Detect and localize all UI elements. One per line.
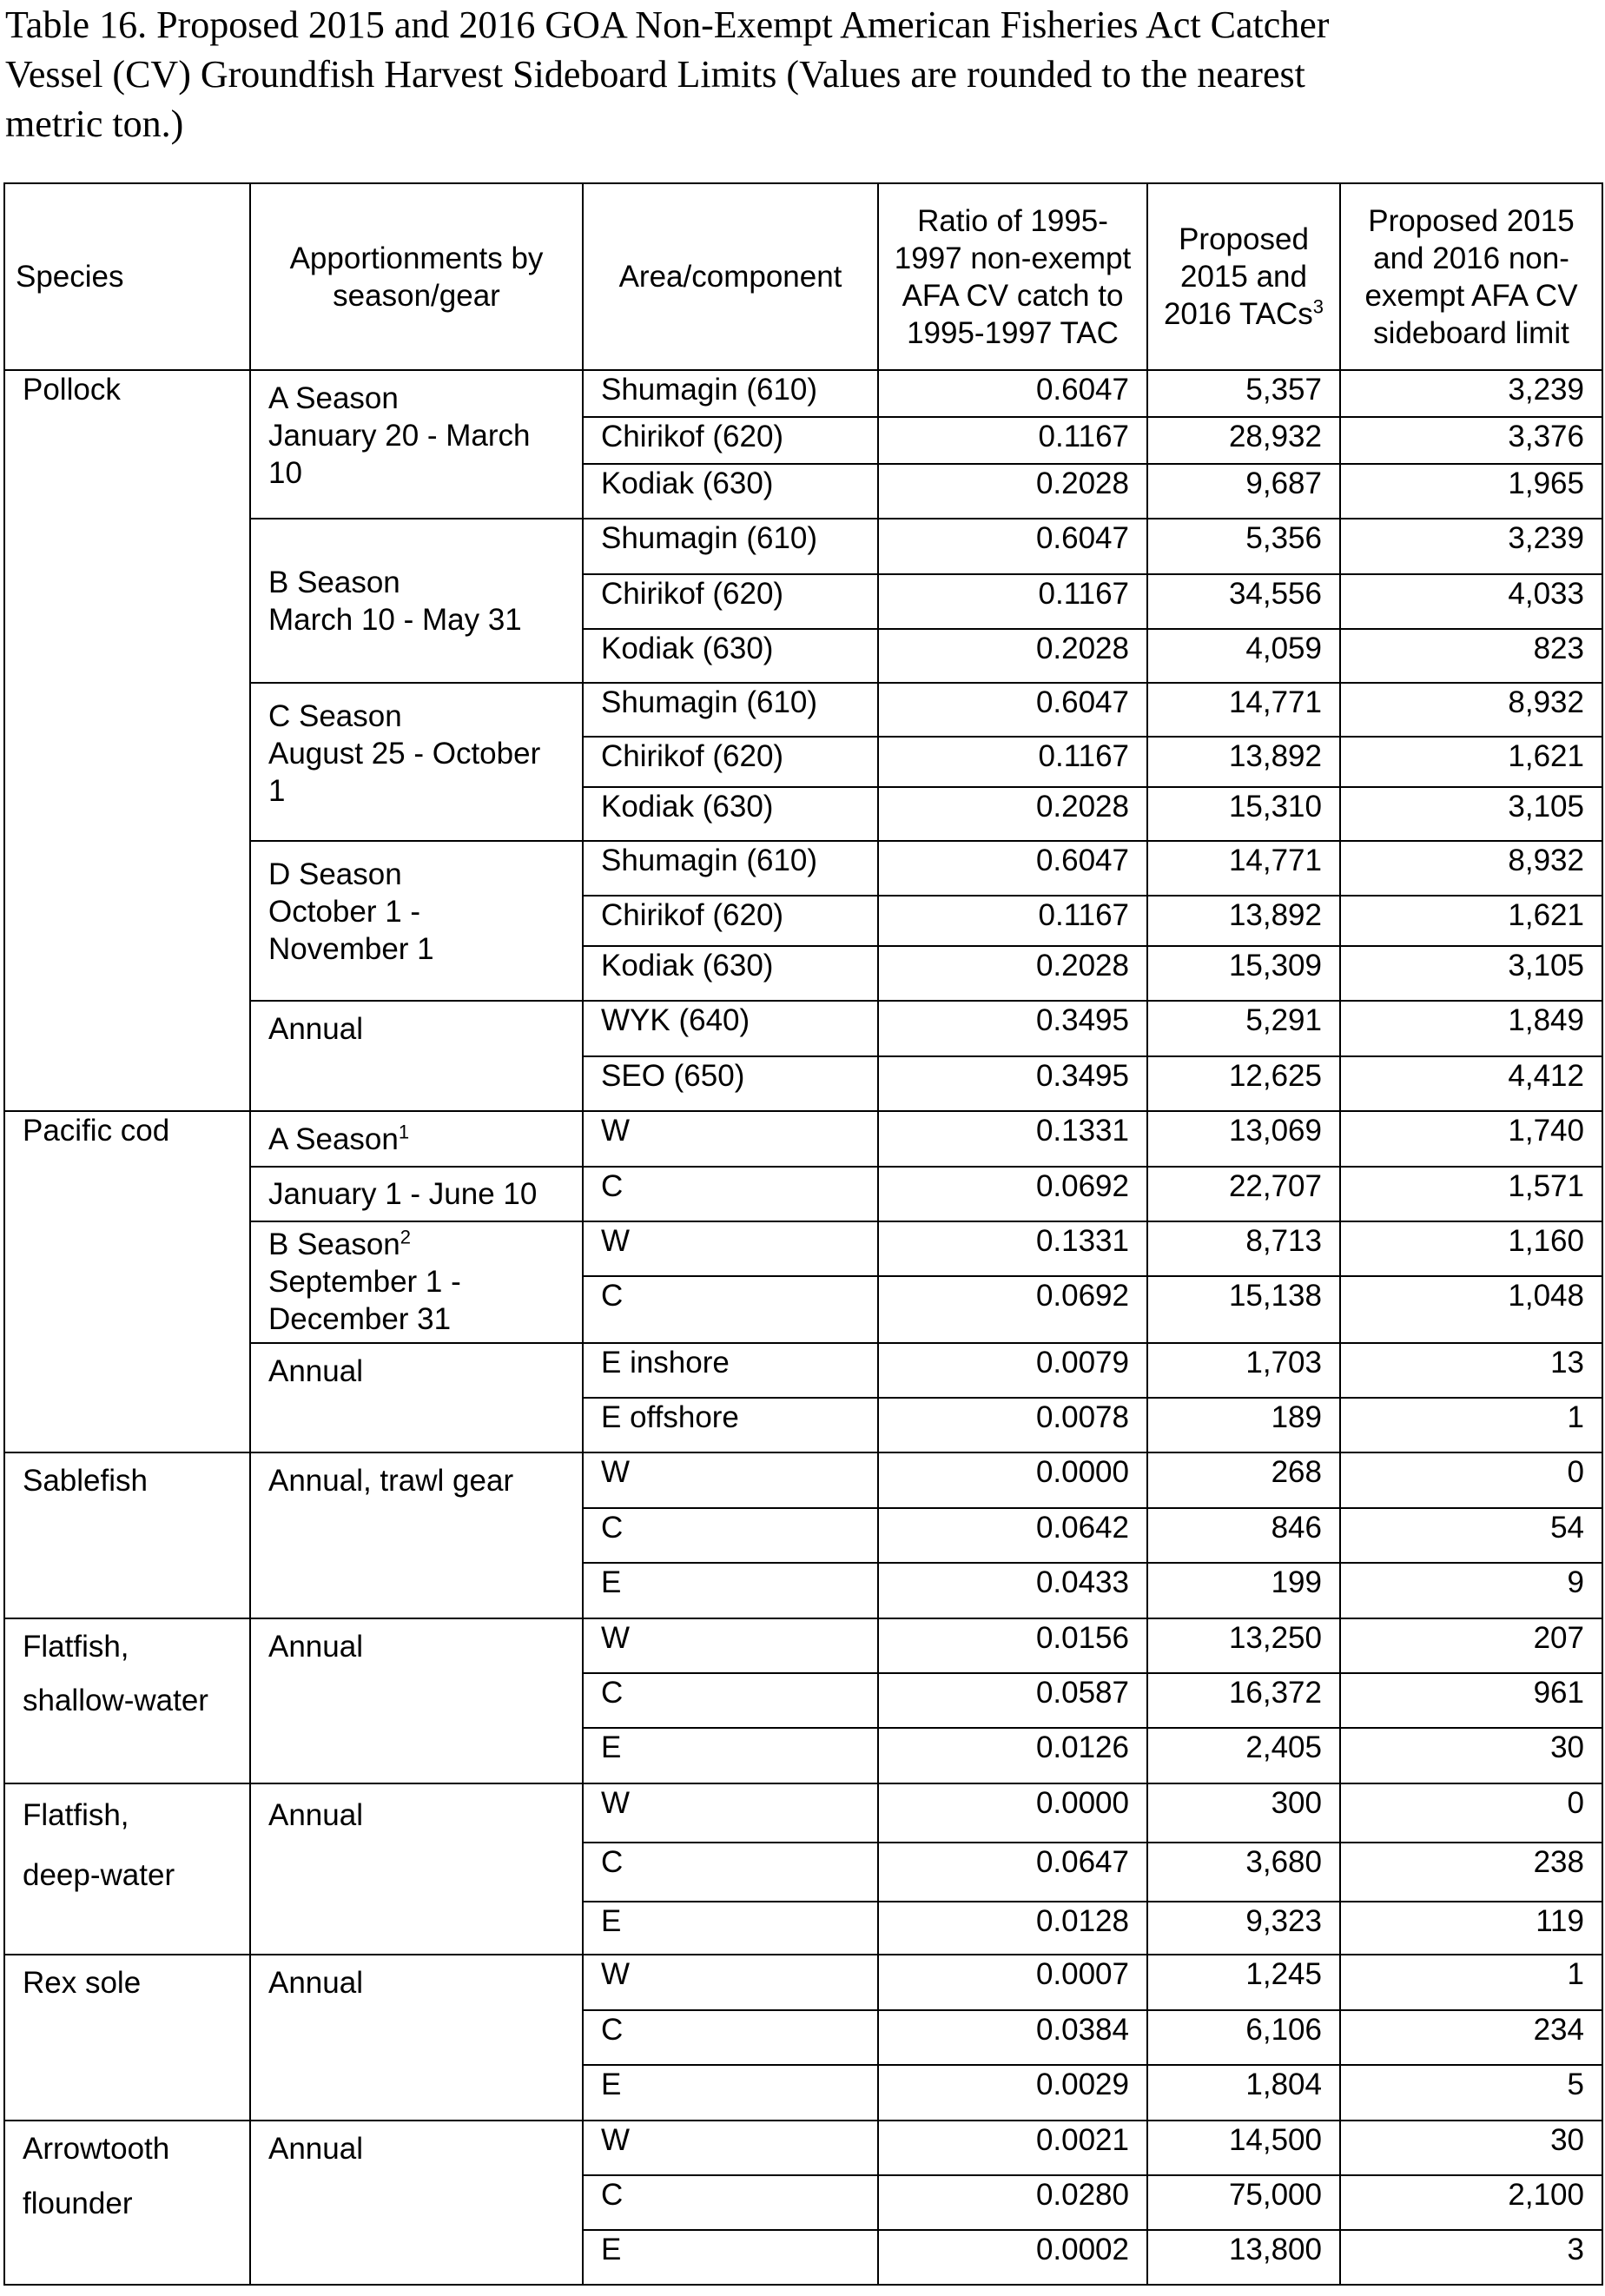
ratio-cell: 0.1331 — [878, 1111, 1147, 1167]
limit-cell: 207 — [1340, 1618, 1602, 1673]
tac-cell: 34,556 — [1147, 574, 1340, 629]
tac-cell: 14,771 — [1147, 841, 1340, 896]
limit-cell: 0 — [1340, 1783, 1602, 1843]
header-area: Area/component — [583, 183, 878, 370]
area-cell: Kodiak (630) — [583, 629, 878, 683]
area-cell: Kodiak (630) — [583, 946, 878, 1001]
season-pollock-c — [250, 683, 583, 841]
ratio-cell: 0.2028 — [878, 629, 1147, 683]
limit-cell: 4,412 — [1340, 1056, 1602, 1111]
header-apportionments: Apportionments by season/gear — [250, 183, 583, 370]
area-cell: Chirikof (620) — [583, 737, 878, 787]
tac-cell: 268 — [1147, 1452, 1340, 1508]
limit-cell: 1,621 — [1340, 896, 1602, 946]
ratio-cell: 0.0029 — [878, 2065, 1147, 2121]
season-pollock-a — [250, 370, 583, 519]
ratio-cell: 0.3495 — [878, 1001, 1147, 1056]
species-line: Flatfish, — [23, 1630, 129, 1664]
limit-cell: 30 — [1340, 2121, 1602, 2175]
table-row — [4, 370, 1602, 417]
limit-cell: 823 — [1340, 629, 1602, 683]
limit-cell: 2,100 — [1340, 2175, 1602, 2230]
season-flatfish-shallow: Annual — [250, 1618, 583, 1783]
ratio-cell: 0.1167 — [878, 417, 1147, 464]
limit-cell: 3,105 — [1340, 946, 1602, 1001]
species-line: Flatfish, — [23, 1798, 129, 1832]
limit-cell: 961 — [1340, 1673, 1602, 1728]
area-cell: E — [583, 1563, 878, 1618]
tac-cell: 1,804 — [1147, 2065, 1340, 2121]
limit-cell: 1,740 — [1340, 1111, 1602, 1167]
species-line: deep-water — [23, 1858, 175, 1892]
season-cod-annual: Annual — [250, 1343, 583, 1452]
area-cell: C — [583, 1508, 878, 1563]
season-label: C Season — [268, 699, 402, 733]
area-cell: C — [583, 1276, 878, 1343]
area-cell: W — [583, 1221, 878, 1276]
limit-cell: 234 — [1340, 2010, 1602, 2065]
limit-cell: 1,621 — [1340, 737, 1602, 787]
area-cell: E — [583, 2065, 878, 2121]
limit-cell: 0 — [1340, 1452, 1602, 1508]
area-cell: Shumagin (610) — [583, 519, 878, 574]
limit-cell: 8,932 — [1340, 683, 1602, 737]
ratio-cell: 0.0280 — [878, 2175, 1147, 2230]
species-line: Arrowtooth — [23, 2132, 170, 2166]
season-dates: October 1 - November 1 — [268, 895, 434, 966]
season-pollock-annual: Annual — [250, 1001, 583, 1111]
season-label: D Season — [268, 857, 402, 891]
tac-cell: 13,069 — [1147, 1111, 1340, 1167]
table-row — [4, 1452, 1602, 1508]
ratio-cell: 0.0021 — [878, 2121, 1147, 2175]
season-flatfish-deep: Annual — [250, 1783, 583, 1955]
season-label: B Season — [268, 565, 400, 599]
ratio-cell: 0.0002 — [878, 2230, 1147, 2285]
ratio-cell: 0.2028 — [878, 464, 1147, 519]
tac-cell: 22,707 — [1147, 1167, 1340, 1221]
limit-cell: 1,965 — [1340, 464, 1602, 519]
ratio-cell: 0.0647 — [878, 1843, 1147, 1902]
ratio-cell: 0.6047 — [878, 841, 1147, 896]
species-line: shallow-water — [23, 1684, 208, 1717]
limit-cell: 1 — [1340, 1955, 1602, 2010]
area-cell: E — [583, 1902, 878, 1955]
season-label: B Season — [268, 1227, 400, 1261]
area-cell: WYK (640) — [583, 1001, 878, 1056]
season-dates: September 1 - December 31 — [268, 1265, 461, 1336]
area-cell: E inshore — [583, 1343, 878, 1398]
tac-cell: 2,405 — [1147, 1728, 1340, 1783]
ratio-cell: 0.6047 — [878, 683, 1147, 737]
limit-cell: 30 — [1340, 1728, 1602, 1783]
ratio-cell: 0.0078 — [878, 1398, 1147, 1452]
season-footnote: 2 — [400, 1226, 412, 1248]
area-cell: W — [583, 1955, 878, 2010]
season-pollock-b — [250, 519, 583, 683]
table-row — [4, 1111, 1602, 1167]
tac-cell: 5,357 — [1147, 370, 1340, 417]
ratio-cell: 0.0692 — [878, 1167, 1147, 1221]
header-limit: Proposed 2015 and 2016 non-exempt AFA CV sideboard limit — [1340, 183, 1602, 370]
area-cell: Shumagin (610) — [583, 370, 878, 417]
tac-cell: 13,800 — [1147, 2230, 1340, 2285]
area-cell: W — [583, 2121, 878, 2175]
area-cell: W — [583, 1452, 878, 1508]
area-cell: SEO (650) — [583, 1056, 878, 1111]
limit-cell: 13 — [1340, 1343, 1602, 1398]
species-line: flounder — [23, 2187, 133, 2220]
tac-cell: 189 — [1147, 1398, 1340, 1452]
area-cell: C — [583, 1167, 878, 1221]
sideboard-limits-table — [3, 182, 1603, 2286]
area-cell: E offshore — [583, 1398, 878, 1452]
species-pacific-cod: Pacific cod — [4, 1111, 250, 1452]
tac-cell: 13,892 — [1147, 896, 1340, 946]
season-arrowtooth: Annual — [250, 2121, 583, 2285]
area-cell: Chirikof (620) — [583, 574, 878, 629]
header-row — [4, 183, 1602, 370]
season-dates: January 20 - March 10 — [268, 419, 531, 490]
ratio-cell: 0.0007 — [878, 1955, 1147, 2010]
tac-cell: 6,106 — [1147, 2010, 1340, 2065]
limit-cell: 3,239 — [1340, 370, 1602, 417]
limit-cell: 1,048 — [1340, 1276, 1602, 1343]
ratio-cell: 0.0126 — [878, 1728, 1147, 1783]
season-footnote: 1 — [398, 1120, 410, 1142]
header-tacs — [1147, 183, 1340, 370]
area-cell: W — [583, 1783, 878, 1843]
season-cod-b — [250, 1221, 583, 1343]
ratio-cell: 0.0156 — [878, 1618, 1147, 1673]
tac-cell: 846 — [1147, 1508, 1340, 1563]
season-sablefish: Annual, trawl gear — [250, 1452, 583, 1618]
tac-cell: 300 — [1147, 1783, 1340, 1843]
limit-cell: 9 — [1340, 1563, 1602, 1618]
species-flatfish-shallow — [4, 1618, 250, 1783]
table-caption — [5, 0, 1569, 149]
header-species: Species — [4, 183, 250, 370]
season-cod-a — [250, 1111, 583, 1167]
area-cell: W — [583, 1618, 878, 1673]
caption-line-3: metric ton.) — [5, 103, 184, 145]
ratio-cell: 0.1167 — [878, 737, 1147, 787]
species-sablefish: Sablefish — [4, 1452, 250, 1618]
species-pollock: Pollock — [4, 370, 250, 1111]
area-cell: Chirikof (620) — [583, 896, 878, 946]
ratio-cell: 0.0128 — [878, 1902, 1147, 1955]
ratio-cell: 0.2028 — [878, 787, 1147, 841]
area-cell: C — [583, 1843, 878, 1902]
header-tacs-footnote: 3 — [1312, 295, 1324, 318]
ratio-cell: 0.1331 — [878, 1221, 1147, 1276]
area-cell: C — [583, 2010, 878, 2065]
limit-cell: 3,376 — [1340, 417, 1602, 464]
tac-cell: 75,000 — [1147, 2175, 1340, 2230]
area-cell: C — [583, 1673, 878, 1728]
limit-cell: 3 — [1340, 2230, 1602, 2285]
ratio-cell: 0.1167 — [878, 896, 1147, 946]
caption-line-2: Vessel (CV) Groundfish Harvest Sideboard Limits (Values are rounded to the nearest — [5, 53, 1305, 96]
table-row — [4, 1955, 1602, 2010]
season-rex-sole: Annual — [250, 1955, 583, 2121]
limit-cell: 3,239 — [1340, 519, 1602, 574]
area-cell: C — [583, 2175, 878, 2230]
limit-cell: 1,571 — [1340, 1167, 1602, 1221]
ratio-cell: 0.0384 — [878, 2010, 1147, 2065]
area-cell: Kodiak (630) — [583, 787, 878, 841]
limit-cell: 4,033 — [1340, 574, 1602, 629]
area-cell: Shumagin (610) — [583, 841, 878, 896]
season-label: A Season — [268, 381, 399, 415]
tac-cell: 1,245 — [1147, 1955, 1340, 2010]
header-tacs-text: Proposed 2015 and 2016 TACs — [1163, 222, 1313, 331]
tac-cell: 15,309 — [1147, 946, 1340, 1001]
limit-cell: 5 — [1340, 2065, 1602, 2121]
ratio-cell: 0.3495 — [878, 1056, 1147, 1111]
tac-cell: 14,500 — [1147, 2121, 1340, 2175]
area-cell: W — [583, 1111, 878, 1167]
table-row — [4, 1618, 1602, 1673]
caption-line-1: Table 16. Proposed 2015 and 2016 GOA Non-Exempt American Fisheries Act Catcher — [5, 3, 1330, 46]
limit-cell: 238 — [1340, 1843, 1602, 1902]
ratio-cell: 0.2028 — [878, 946, 1147, 1001]
ratio-cell: 0.6047 — [878, 519, 1147, 574]
ratio-cell: 0.0433 — [878, 1563, 1147, 1618]
tac-cell: 15,310 — [1147, 787, 1340, 841]
ratio-cell: 0.0000 — [878, 1452, 1147, 1508]
ratio-cell: 0.6047 — [878, 370, 1147, 417]
season-dates: August 25 - October 1 — [268, 737, 541, 808]
tac-cell: 3,680 — [1147, 1843, 1340, 1902]
tac-cell: 5,291 — [1147, 1001, 1340, 1056]
season-cod-a-dates: January 1 - June 10 — [250, 1167, 583, 1221]
ratio-cell: 0.1167 — [878, 574, 1147, 629]
area-cell: E — [583, 2230, 878, 2285]
tac-cell: 9,687 — [1147, 464, 1340, 519]
tac-cell: 13,892 — [1147, 737, 1340, 787]
ratio-cell: 0.0079 — [878, 1343, 1147, 1398]
limit-cell: 1,849 — [1340, 1001, 1602, 1056]
limit-cell: 54 — [1340, 1508, 1602, 1563]
species-arrowtooth — [4, 2121, 250, 2285]
season-label-wrap — [268, 1226, 565, 1263]
tac-cell: 16,372 — [1147, 1673, 1340, 1728]
tac-cell: 199 — [1147, 1563, 1340, 1618]
species-rex-sole: Rex sole — [4, 1955, 250, 2121]
tac-cell: 12,625 — [1147, 1056, 1340, 1111]
ratio-cell: 0.0642 — [878, 1508, 1147, 1563]
season-label: A Season — [268, 1122, 399, 1156]
area-cell: Kodiak (630) — [583, 464, 878, 519]
tac-cell: 9,323 — [1147, 1902, 1340, 1955]
limit-cell: 8,932 — [1340, 841, 1602, 896]
header-ratio: Ratio of 1995-1997 non-exempt AFA CV catch to 1995-1997 TAC — [878, 183, 1147, 370]
table-row — [4, 2121, 1602, 2175]
tac-cell: 13,250 — [1147, 1618, 1340, 1673]
area-cell: Shumagin (610) — [583, 683, 878, 737]
tac-cell: 1,703 — [1147, 1343, 1340, 1398]
tac-cell: 15,138 — [1147, 1276, 1340, 1343]
tac-cell: 8,713 — [1147, 1221, 1340, 1276]
limit-cell: 3,105 — [1340, 787, 1602, 841]
season-dates: March 10 - May 31 — [268, 602, 522, 637]
limit-cell: 1,160 — [1340, 1221, 1602, 1276]
ratio-cell: 0.0587 — [878, 1673, 1147, 1728]
season-pollock-d — [250, 841, 583, 1001]
tac-cell: 4,059 — [1147, 629, 1340, 683]
tac-cell: 28,932 — [1147, 417, 1340, 464]
table-row — [4, 1783, 1602, 1843]
limit-cell: 1 — [1340, 1398, 1602, 1452]
ratio-cell: 0.0692 — [878, 1276, 1147, 1343]
limit-cell: 119 — [1340, 1902, 1602, 1955]
tac-cell: 5,356 — [1147, 519, 1340, 574]
area-cell: Chirikof (620) — [583, 417, 878, 464]
tac-cell: 14,771 — [1147, 683, 1340, 737]
species-flatfish-deep — [4, 1783, 250, 1955]
ratio-cell: 0.0000 — [878, 1783, 1147, 1843]
area-cell: E — [583, 1728, 878, 1783]
